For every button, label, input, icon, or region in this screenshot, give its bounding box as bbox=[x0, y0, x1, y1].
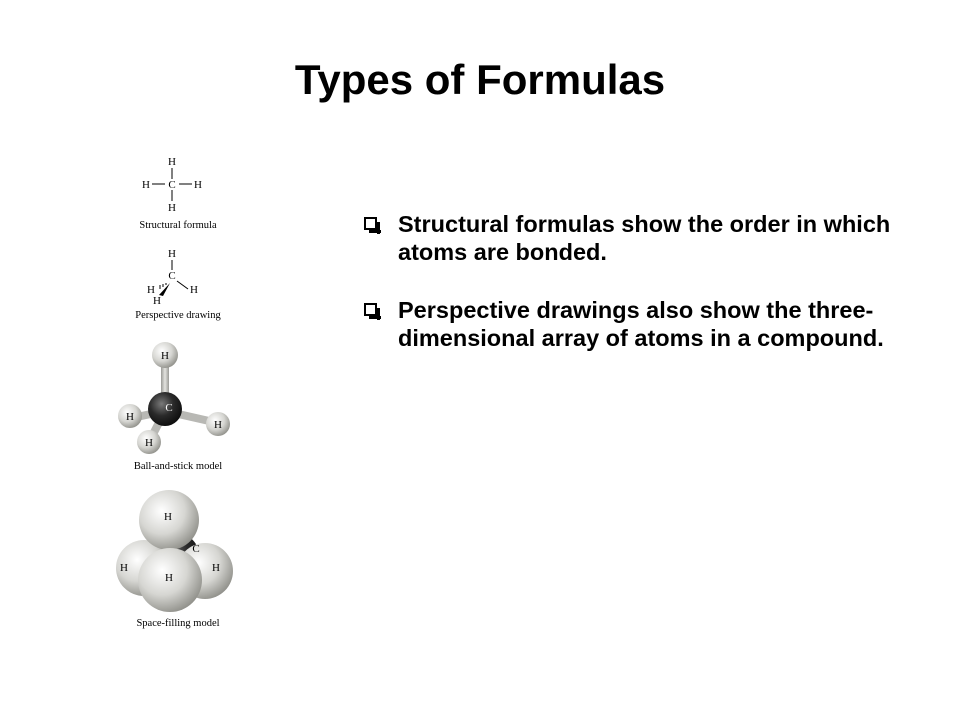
atom-h-bottom: H bbox=[168, 202, 176, 214]
atom-h-left: H bbox=[120, 562, 128, 574]
atom-c: C bbox=[192, 543, 200, 555]
atom-h-right: H bbox=[194, 179, 202, 191]
caption-ball-and-stick-model: Ball-and-stick model bbox=[133, 461, 223, 472]
atom-h-front: H bbox=[153, 295, 161, 307]
space-filling-model bbox=[116, 490, 233, 612]
square-bullet-icon bbox=[364, 217, 377, 230]
atom-c: C bbox=[165, 402, 173, 414]
square-bullet-icon bbox=[364, 303, 377, 316]
ball-and-stick-model bbox=[118, 342, 230, 454]
atom-h-top: H bbox=[161, 350, 169, 362]
atom-c: C bbox=[168, 270, 176, 282]
atom-h-front: H bbox=[145, 437, 153, 449]
atom-h-top: H bbox=[168, 156, 176, 168]
hashed-bond bbox=[160, 283, 166, 289]
perspective-drawing bbox=[147, 248, 198, 307]
atom-h-front: H bbox=[165, 572, 173, 584]
caption-perspective-drawing: Perspective drawing bbox=[135, 310, 221, 321]
bullet-item bbox=[364, 296, 894, 352]
caption-space-filling-model: Space-filling model bbox=[136, 618, 220, 629]
atom-c: C bbox=[168, 179, 176, 191]
bullet-item bbox=[364, 210, 894, 266]
caption-structural-formula: Structural formula bbox=[139, 220, 217, 231]
structural-formula bbox=[142, 156, 202, 214]
atom-h-right: H bbox=[214, 419, 222, 431]
bullet-text: Perspective drawings also show the three-dimensional array of atoms in a compound. bbox=[398, 297, 884, 351]
bullet-list bbox=[364, 210, 894, 382]
atom-h-back: H bbox=[147, 284, 155, 296]
slide-title: Types of Formulas bbox=[294, 56, 666, 103]
atom-h-left: H bbox=[142, 179, 150, 191]
atom-h-top: H bbox=[164, 511, 172, 523]
bullet-text: Structural formulas show the order in which atoms are bonded. bbox=[398, 211, 891, 265]
methane-models-figure bbox=[108, 148, 248, 638]
atom-h-right: H bbox=[190, 284, 198, 296]
atom-h-left: H bbox=[126, 411, 134, 423]
atom-h-top: H bbox=[168, 248, 176, 260]
atom-h-right: H bbox=[212, 562, 220, 574]
